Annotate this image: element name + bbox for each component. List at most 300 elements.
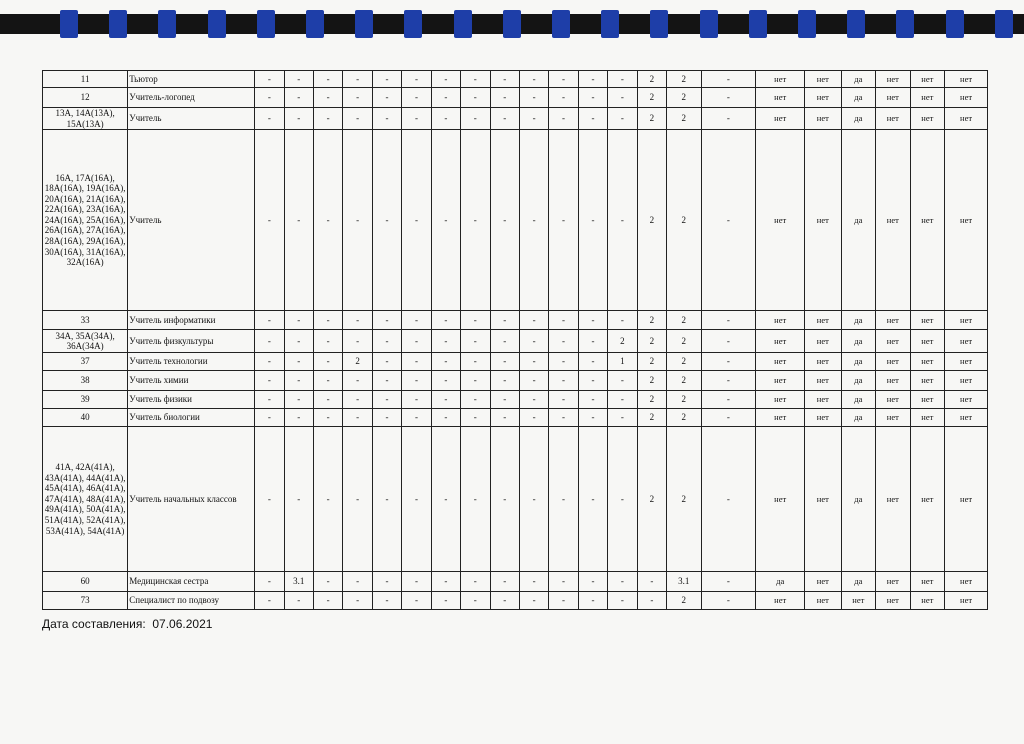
- cell-value: -: [313, 371, 342, 391]
- cell-value: -: [549, 71, 578, 88]
- cell-flag: нет: [910, 311, 945, 330]
- binder-tooth: [404, 10, 422, 38]
- cell-value: -: [402, 409, 431, 427]
- cell-value: -: [284, 130, 313, 311]
- cell-value: -: [490, 71, 519, 88]
- cell-value: -: [343, 427, 372, 572]
- cell-flag: нет: [805, 130, 842, 311]
- cell-value: -: [284, 330, 313, 353]
- cell-flag: нет: [945, 572, 988, 592]
- cell-flag: нет: [910, 572, 945, 592]
- cell-value: -: [701, 330, 756, 353]
- cell-value: 2: [667, 71, 702, 88]
- table-row: [43, 371, 988, 391]
- cell-code: 60: [43, 572, 128, 592]
- cell-value: 2: [637, 409, 666, 427]
- cell-position: Учитель информатики: [128, 311, 255, 330]
- cell-value: -: [608, 409, 637, 427]
- binder-tooth: [650, 10, 668, 38]
- cell-flag: нет: [805, 88, 842, 108]
- cell-value: -: [608, 391, 637, 409]
- binder-tooth: [946, 10, 964, 38]
- cell-flag: нет: [876, 572, 911, 592]
- cell-flag: нет: [756, 427, 805, 572]
- cell-position: Специалист по подвозу: [128, 592, 255, 610]
- cell-value: -: [284, 371, 313, 391]
- binder-tooth: [158, 10, 176, 38]
- cell-value: -: [255, 108, 284, 130]
- cell-value: -: [402, 130, 431, 311]
- cell-value: -: [372, 330, 401, 353]
- cell-value: -: [284, 391, 313, 409]
- cell-value: -: [549, 311, 578, 330]
- cell-value: 2: [637, 427, 666, 572]
- cell-position: Медицинская сестра: [128, 572, 255, 592]
- table-row: [43, 572, 988, 592]
- cell-value: -: [578, 311, 607, 330]
- cell-value: -: [490, 371, 519, 391]
- cell-position: Учитель физкультуры: [128, 330, 255, 353]
- cell-value: 2: [667, 592, 702, 610]
- cell-value: -: [343, 71, 372, 88]
- cell-value: -: [313, 353, 342, 371]
- cell-flag: нет: [805, 427, 842, 572]
- cell-value: 2: [637, 330, 666, 353]
- cell-value: -: [701, 427, 756, 572]
- cell-flag: нет: [945, 391, 988, 409]
- cell-value: -: [519, 311, 548, 330]
- cell-flag: нет: [910, 371, 945, 391]
- cell-value: -: [549, 130, 578, 311]
- cell-position: Учитель начальных классов: [128, 427, 255, 572]
- cell-flag: нет: [805, 71, 842, 88]
- cell-value: -: [402, 71, 431, 88]
- cell-code: 38: [43, 371, 128, 391]
- binder-tooth: [355, 10, 373, 38]
- cell-value: -: [313, 130, 342, 311]
- cell-value: -: [461, 391, 490, 409]
- cell-value: 2: [637, 130, 666, 311]
- cell-value: -: [608, 108, 637, 130]
- cell-value: -: [284, 71, 313, 88]
- cell-value: -: [490, 130, 519, 311]
- binder-tooth: [847, 10, 865, 38]
- cell-position: Учитель: [128, 130, 255, 311]
- cell-value: -: [608, 592, 637, 610]
- cell-value: -: [431, 71, 460, 88]
- cell-value: -: [313, 311, 342, 330]
- cell-value: -: [372, 130, 401, 311]
- cell-value: -: [255, 391, 284, 409]
- cell-value: 2: [637, 311, 666, 330]
- cell-value: 2: [637, 71, 666, 88]
- cell-value: -: [461, 108, 490, 130]
- table-row: [43, 108, 988, 130]
- cell-value: -: [431, 130, 460, 311]
- cell-value: -: [701, 71, 756, 88]
- cell-value: -: [701, 88, 756, 108]
- cell-value: -: [343, 572, 372, 592]
- cell-flag: да: [841, 311, 876, 330]
- cell-value: -: [255, 88, 284, 108]
- cell-flag: да: [841, 130, 876, 311]
- cell-flag: нет: [876, 311, 911, 330]
- cell-value: 2: [637, 371, 666, 391]
- cell-value: -: [578, 130, 607, 311]
- cell-flag: нет: [910, 409, 945, 427]
- cell-value: -: [578, 572, 607, 592]
- cell-value: -: [549, 88, 578, 108]
- cell-value: -: [608, 427, 637, 572]
- cell-flag: нет: [805, 108, 842, 130]
- cell-value: -: [549, 108, 578, 130]
- cell-value: -: [490, 311, 519, 330]
- cell-value: -: [519, 572, 548, 592]
- cell-value: -: [431, 88, 460, 108]
- cell-value: -: [608, 130, 637, 311]
- cell-flag: нет: [876, 391, 911, 409]
- binder-tooth: [60, 10, 78, 38]
- cell-value: -: [701, 592, 756, 610]
- cell-flag: нет: [805, 330, 842, 353]
- cell-value: -: [549, 572, 578, 592]
- cell-value: -: [549, 427, 578, 572]
- cell-value: -: [490, 409, 519, 427]
- cell-flag: нет: [910, 71, 945, 88]
- cell-value: -: [549, 330, 578, 353]
- cell-flag: нет: [805, 409, 842, 427]
- cell-value: -: [372, 108, 401, 130]
- cell-value: -: [578, 330, 607, 353]
- binder-tooth: [798, 10, 816, 38]
- cell-value: -: [343, 391, 372, 409]
- cell-code: 41А, 42А(41А), 43А(41А), 44А(41А), 45А(41А), 46А(41А), 47А(41А), 48А(41А), 49А(41А), 50А(41А), 51А(41А), 52А(41А), 53А(41А), 54А(41А): [43, 427, 128, 572]
- cell-flag: нет: [910, 427, 945, 572]
- cell-value: -: [461, 592, 490, 610]
- table-row: [43, 353, 988, 371]
- table-row: [43, 592, 988, 610]
- cell-flag: да: [841, 71, 876, 88]
- cell-code: 13А, 14А(13А), 15А(13А): [43, 108, 128, 130]
- cell-flag: нет: [756, 353, 805, 371]
- cell-value: -: [490, 88, 519, 108]
- cell-flag: нет: [756, 108, 805, 130]
- cell-flag: нет: [805, 592, 842, 610]
- cell-flag: да: [841, 353, 876, 371]
- binder-tooth: [503, 10, 521, 38]
- cell-value: 1: [608, 353, 637, 371]
- cell-value: 2: [667, 108, 702, 130]
- cell-flag: нет: [910, 108, 945, 130]
- cell-value: -: [372, 391, 401, 409]
- cell-value: -: [343, 371, 372, 391]
- cell-value: -: [372, 371, 401, 391]
- binder-tooth: [257, 10, 275, 38]
- cell-value: -: [461, 572, 490, 592]
- cell-value: -: [461, 427, 490, 572]
- cell-value: -: [490, 391, 519, 409]
- cell-position: Учитель химии: [128, 371, 255, 391]
- cell-code: 37: [43, 353, 128, 371]
- cell-value: 2: [637, 391, 666, 409]
- cell-value: -: [608, 88, 637, 108]
- cell-value: -: [402, 353, 431, 371]
- cell-value: -: [343, 330, 372, 353]
- cell-value: -: [608, 572, 637, 592]
- cell-flag: нет: [756, 409, 805, 427]
- cell-value: -: [343, 108, 372, 130]
- cell-value: -: [461, 311, 490, 330]
- cell-flag: нет: [841, 592, 876, 610]
- binder-tooth: [552, 10, 570, 38]
- cell-value: -: [608, 311, 637, 330]
- cell-value: -: [431, 391, 460, 409]
- cell-value: 2: [667, 353, 702, 371]
- cell-value: -: [284, 592, 313, 610]
- cell-value: -: [578, 71, 607, 88]
- cell-value: -: [549, 371, 578, 391]
- cell-flag: нет: [876, 130, 911, 311]
- table-row: [43, 409, 988, 427]
- cell-value: -: [578, 409, 607, 427]
- cell-code: 12: [43, 88, 128, 108]
- cell-value: -: [461, 88, 490, 108]
- cell-value: -: [490, 427, 519, 572]
- cell-value: -: [637, 592, 666, 610]
- cell-value: -: [284, 311, 313, 330]
- cell-value: -: [578, 427, 607, 572]
- cell-value: -: [255, 330, 284, 353]
- cell-flag: нет: [945, 130, 988, 311]
- cell-value: -: [402, 427, 431, 572]
- cell-value: -: [637, 572, 666, 592]
- cell-value: -: [313, 391, 342, 409]
- cell-value: -: [519, 108, 548, 130]
- cell-value: 2: [667, 88, 702, 108]
- cell-value: -: [490, 572, 519, 592]
- cell-value: -: [490, 353, 519, 371]
- cell-value: -: [578, 88, 607, 108]
- cell-flag: нет: [910, 391, 945, 409]
- cell-value: -: [490, 330, 519, 353]
- cell-value: -: [578, 592, 607, 610]
- cell-flag: нет: [945, 311, 988, 330]
- binder-tooth: [601, 10, 619, 38]
- cell-flag: нет: [876, 71, 911, 88]
- cell-flag: нет: [805, 353, 842, 371]
- cell-value: -: [519, 427, 548, 572]
- cell-value: -: [372, 427, 401, 572]
- cell-flag: да: [841, 391, 876, 409]
- cell-flag: нет: [945, 427, 988, 572]
- cell-code: 16А, 17А(16А), 18А(16А), 19А(16А), 20А(16А), 21А(16А), 22А(16А), 23А(16А), 24А(16А), 25А(16А), 26А(16А), 27А(16А), 28А(16А), 29А(16А), 30А(16А), 31А(16А), 32А(16А): [43, 130, 128, 311]
- cell-flag: нет: [945, 108, 988, 130]
- cell-flag: нет: [876, 330, 911, 353]
- cell-value: -: [343, 409, 372, 427]
- cell-value: -: [431, 371, 460, 391]
- cell-value: -: [372, 353, 401, 371]
- binder-tooth: [995, 10, 1013, 38]
- cell-value: -: [578, 353, 607, 371]
- cell-position: Учитель: [128, 108, 255, 130]
- cell-value: -: [402, 311, 431, 330]
- cell-position: Учитель физики: [128, 391, 255, 409]
- cell-value: -: [313, 427, 342, 572]
- table-row: [43, 311, 988, 330]
- cell-flag: нет: [910, 88, 945, 108]
- cell-value: -: [313, 592, 342, 610]
- binder-tooth: [749, 10, 767, 38]
- cell-value: -: [461, 409, 490, 427]
- cell-value: -: [402, 391, 431, 409]
- cell-value: -: [608, 371, 637, 391]
- cell-value: -: [578, 108, 607, 130]
- cell-value: -: [461, 371, 490, 391]
- cell-value: 2: [667, 409, 702, 427]
- cell-value: -: [549, 409, 578, 427]
- cell-value: -: [461, 330, 490, 353]
- cell-value: 2: [667, 130, 702, 311]
- cell-code: 11: [43, 71, 128, 88]
- cell-value: 2: [637, 108, 666, 130]
- cell-position: Учитель технологии: [128, 353, 255, 371]
- cell-flag: нет: [945, 371, 988, 391]
- binder-tooth: [454, 10, 472, 38]
- cell-value: -: [255, 427, 284, 572]
- cell-code: 39: [43, 391, 128, 409]
- cell-value: -: [431, 311, 460, 330]
- cell-value: 2: [667, 371, 702, 391]
- cell-value: 2: [667, 427, 702, 572]
- cell-flag: нет: [756, 71, 805, 88]
- cell-value: -: [402, 592, 431, 610]
- cell-value: -: [549, 353, 578, 371]
- cell-value: -: [313, 108, 342, 130]
- cell-value: -: [255, 409, 284, 427]
- cell-value: -: [519, 88, 548, 108]
- cell-value: -: [519, 353, 548, 371]
- cell-value: -: [461, 353, 490, 371]
- cell-value: -: [431, 409, 460, 427]
- table-row: [43, 88, 988, 108]
- cell-code: 34А, 35А(34А), 36А(34А): [43, 330, 128, 353]
- binder-tooth: [208, 10, 226, 38]
- cell-flag: нет: [945, 330, 988, 353]
- cell-flag: нет: [805, 311, 842, 330]
- cell-value: 3.1: [284, 572, 313, 592]
- cell-value: -: [343, 88, 372, 108]
- cell-value: -: [372, 88, 401, 108]
- cell-value: -: [549, 592, 578, 610]
- cell-value: -: [402, 108, 431, 130]
- cell-value: -: [701, 391, 756, 409]
- working-conditions-table: [42, 70, 988, 610]
- cell-code: 40: [43, 409, 128, 427]
- cell-value: 2: [667, 311, 702, 330]
- cell-value: -: [431, 427, 460, 572]
- cell-flag: нет: [876, 592, 911, 610]
- cell-flag: нет: [876, 108, 911, 130]
- cell-flag: да: [841, 88, 876, 108]
- binder-strip: [0, 0, 1024, 40]
- cell-value: 3.1: [667, 572, 702, 592]
- cell-value: -: [701, 130, 756, 311]
- cell-value: -: [431, 353, 460, 371]
- table-row: [43, 427, 988, 572]
- cell-value: -: [343, 311, 372, 330]
- cell-flag: нет: [910, 130, 945, 311]
- cell-flag: нет: [910, 330, 945, 353]
- cell-value: -: [461, 71, 490, 88]
- cell-flag: нет: [805, 371, 842, 391]
- binder-tooth: [109, 10, 127, 38]
- cell-value: -: [701, 353, 756, 371]
- binder-tooth: [896, 10, 914, 38]
- cell-value: -: [461, 130, 490, 311]
- binder-tooth: [306, 10, 324, 38]
- cell-flag: нет: [876, 353, 911, 371]
- cell-flag: нет: [756, 130, 805, 311]
- cell-value: -: [255, 371, 284, 391]
- cell-value: -: [313, 330, 342, 353]
- cell-flag: нет: [945, 71, 988, 88]
- cell-value: -: [255, 71, 284, 88]
- cell-value: -: [578, 371, 607, 391]
- cell-flag: нет: [756, 88, 805, 108]
- cell-value: -: [372, 572, 401, 592]
- cell-flag: нет: [805, 391, 842, 409]
- compilation-date-value: 07.06.2021: [152, 617, 213, 631]
- cell-value: -: [701, 409, 756, 427]
- cell-value: -: [402, 371, 431, 391]
- cell-value: -: [402, 330, 431, 353]
- cell-flag: нет: [876, 409, 911, 427]
- cell-flag: нет: [876, 88, 911, 108]
- cell-flag: да: [756, 572, 805, 592]
- cell-flag: нет: [756, 371, 805, 391]
- cell-flag: да: [841, 572, 876, 592]
- cell-value: -: [402, 572, 431, 592]
- cell-value: -: [284, 427, 313, 572]
- cell-value: -: [519, 592, 548, 610]
- cell-flag: нет: [945, 409, 988, 427]
- cell-value: -: [549, 391, 578, 409]
- cell-value: -: [431, 108, 460, 130]
- cell-flag: да: [841, 108, 876, 130]
- cell-position: Учитель биологии: [128, 409, 255, 427]
- cell-value: -: [313, 71, 342, 88]
- cell-value: -: [313, 572, 342, 592]
- cell-value: -: [519, 330, 548, 353]
- cell-flag: да: [841, 330, 876, 353]
- cell-flag: нет: [876, 371, 911, 391]
- cell-value: -: [313, 409, 342, 427]
- cell-value: -: [343, 130, 372, 311]
- cell-value: -: [372, 592, 401, 610]
- cell-value: 2: [637, 353, 666, 371]
- cell-value: -: [519, 409, 548, 427]
- cell-flag: нет: [910, 592, 945, 610]
- cell-flag: нет: [910, 353, 945, 371]
- cell-value: -: [431, 330, 460, 353]
- cell-value: -: [255, 592, 284, 610]
- cell-value: -: [372, 71, 401, 88]
- table-row: [43, 391, 988, 409]
- cell-value: 2: [637, 88, 666, 108]
- cell-value: 2: [667, 330, 702, 353]
- binder-tooth: [700, 10, 718, 38]
- cell-value: -: [255, 353, 284, 371]
